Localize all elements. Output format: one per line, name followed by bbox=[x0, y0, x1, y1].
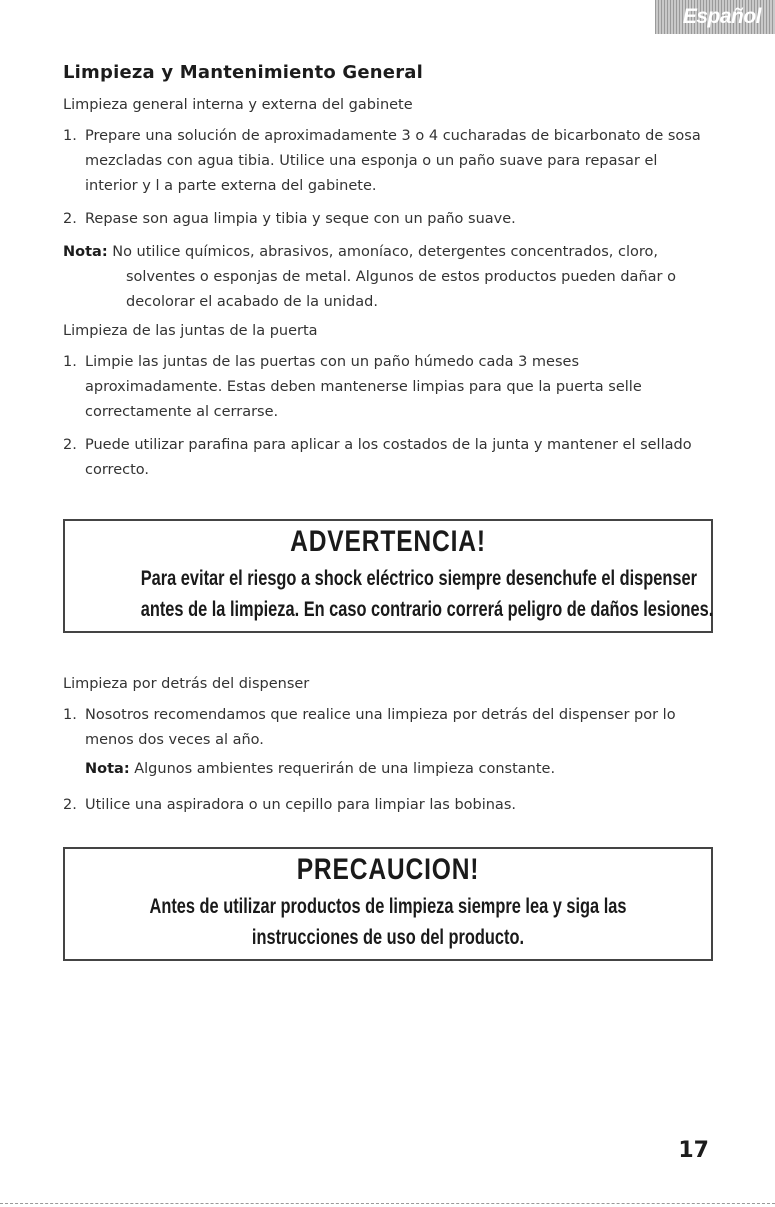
page-number: 17 bbox=[678, 1138, 709, 1163]
general-step-2 bbox=[63, 207, 713, 232]
behind-step-1 bbox=[63, 703, 713, 753]
gaskets-subtitle: Limpieza de las juntas de la puerta bbox=[63, 323, 318, 339]
caution-box bbox=[63, 847, 713, 961]
step-number: 1. bbox=[63, 354, 77, 370]
behind-step-2 bbox=[63, 793, 713, 818]
warning-line-2: antes de la limpieza. En caso contrario correrá peligro de daños lesiones. bbox=[140, 598, 714, 621]
general-cleaning-subtitle: Limpieza general interna y externa del gabinete bbox=[63, 97, 413, 113]
behind-note bbox=[85, 761, 713, 777]
step-number: 1. bbox=[63, 128, 77, 144]
warning-line-1: Para evitar el riesgo a shock eléctrico siempre desenchufe el dispenser bbox=[140, 567, 698, 590]
main-content bbox=[63, 62, 713, 491]
behind-section bbox=[63, 676, 713, 826]
warning-box bbox=[63, 519, 713, 633]
note-label: Nota: bbox=[63, 244, 108, 260]
general-step-1 bbox=[63, 124, 713, 199]
step-text: Puede utilizar parafina para aplicar a los costados de la junta y mantener el sellado correcto. bbox=[85, 437, 692, 478]
caution-line-2: instrucciones de uso del producto. bbox=[251, 926, 525, 949]
general-note bbox=[63, 240, 713, 315]
note-text: Algunos ambientes requerirán de una limpieza constante. bbox=[134, 761, 556, 777]
gaskets-step-1 bbox=[63, 350, 713, 425]
behind-subtitle: Limpieza por detrás del dispenser bbox=[63, 676, 310, 692]
bottom-divider bbox=[0, 1203, 775, 1204]
section-title: Limpieza y Mantenimiento General bbox=[63, 62, 424, 83]
step-text: Utilice una aspiradora o un cepillo para limpiar las bobinas. bbox=[85, 797, 516, 813]
caution-line-1: Antes de utilizar productos de limpieza siempre lea y siga las bbox=[149, 895, 627, 918]
step-text: Repase son agua limpia y tibia y seque con un paño suave. bbox=[85, 211, 516, 227]
step-number: 1. bbox=[63, 707, 77, 723]
note-label: Nota: bbox=[85, 761, 130, 777]
step-text: Nosotros recomendamos que realice una limpieza por detrás del dispenser por lo menos dos veces al año. bbox=[85, 707, 676, 748]
step-text: Prepare una solución de aproximadamente 3 o 4 cucharadas de bicarbonato de sosa mezcladas con agua tibia. Utilice una esponja o un paño suave para repasar el interior y l a parte externa del gabinete. bbox=[85, 128, 701, 194]
note-text: No utilice químicos, abrasivos, amoníaco, detergentes concentrados, cloro, solventes o esponjas de metal. Algunos de estos productos pueden dañar o decolorar el acabado de la unidad. bbox=[112, 244, 676, 310]
language-tab bbox=[655, 0, 775, 34]
step-number: 2. bbox=[63, 437, 77, 453]
step-text: Limpie las juntas de las puertas con un paño húmedo cada 3 meses aproximadamente. Estas deben mantenerse limpias para que la puerta selle correctamente al cerrarse. bbox=[85, 354, 642, 420]
warning-title: ADVERTENCIA! bbox=[290, 525, 486, 558]
caution-title: PRECAUCION! bbox=[296, 853, 480, 886]
gaskets-step-2 bbox=[63, 433, 713, 483]
language-tab-label: Español bbox=[682, 5, 761, 28]
step-number: 2. bbox=[63, 211, 77, 227]
step-number: 2. bbox=[63, 797, 77, 813]
